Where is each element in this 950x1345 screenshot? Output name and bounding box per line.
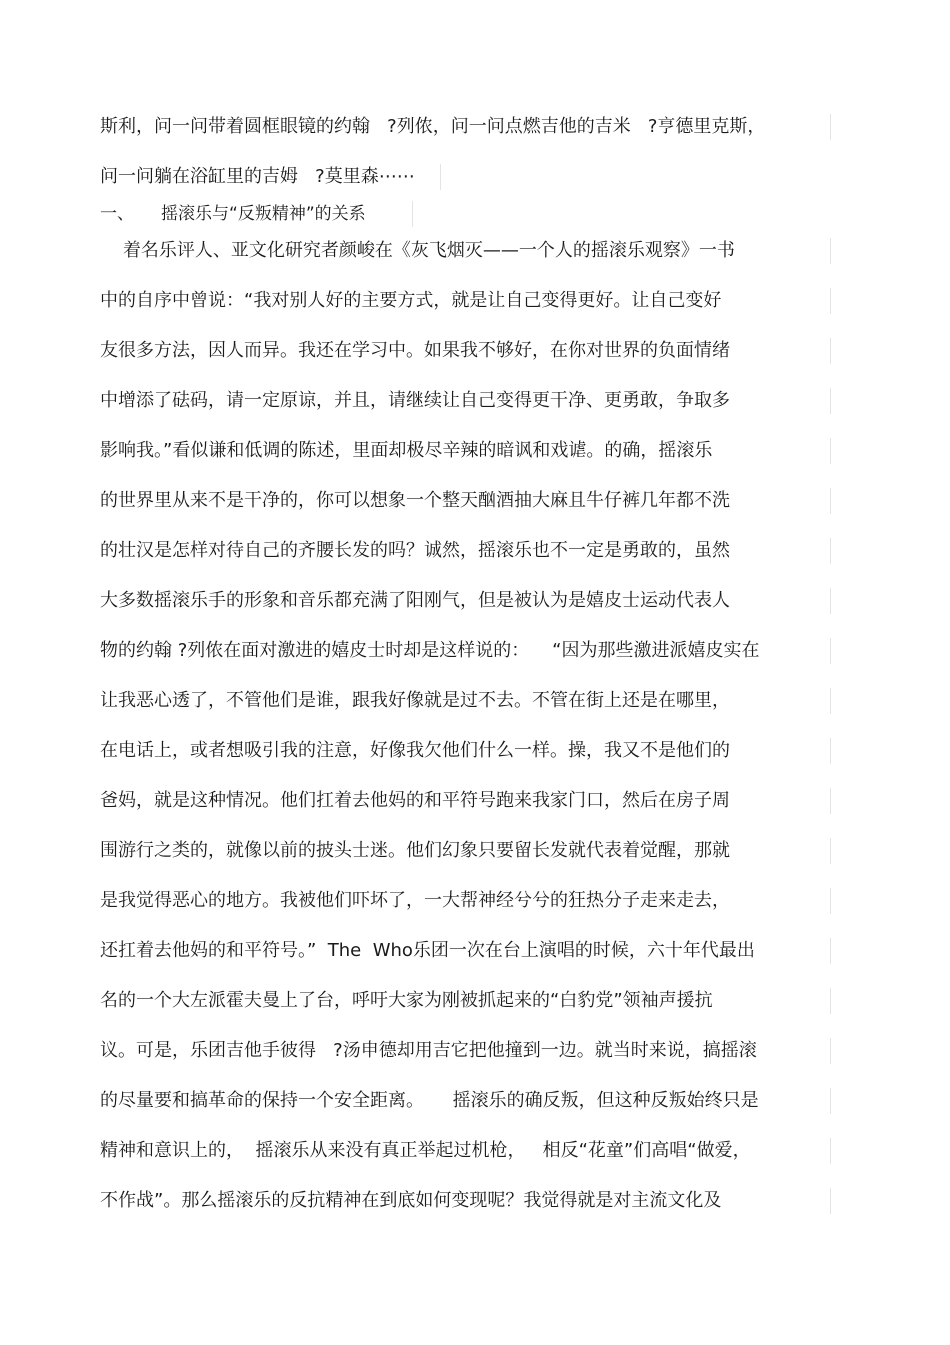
text-line: 围游行之类的，就像以前的披头士迷。他们幻象只要留长发就代表着觉醒，那就 [100,838,831,864]
text-line: 物的约翰 ?列侬在面对激进的嬉皮士时却是这样说的： “因为那些激进派嬉皮实在 [100,638,831,664]
text-line: 的尽量要和搞革命的保持一个安全距离。 摇滚乐的确反叛，但这种反叛始终只是 [100,1088,831,1114]
text-line: 的壮汉是怎样对待自己的齐腰长发的吗？诚然，摇滚乐也不一定是勇敢的，虽然 [100,538,831,564]
text-line: 爸妈，就是这种情况。他们扛着去他妈的和平符号跑来我家门口，然后在房子周 [100,788,831,814]
text-line: 的世界里从来不是干净的，你可以想象一个整天酗酒抽大麻且牛仔裤几年都不洗 [100,488,831,514]
text-line: 在电话上，或者想吸引我的注意，好像我欠他们什么一样。操，我又不是他们的 [100,738,831,764]
text-line: 是我觉得恶心的地方。我被他们吓坏了，一大帮神经兮兮的狂热分子走来走去， [100,888,831,914]
text-line: 议。可是，乐团吉他手彼得 ?汤申德却用吉它把他撞到一边。就当时来说，搞摇滚 [100,1038,831,1064]
text-line: 着名乐评人、亚文化研究者颜峻在《灰飞烟灭——一个人的摇滚乐观察》一书 [100,238,831,264]
text-line: 中的自序中曾说：“我对别人好的主要方式，就是让自己变得更好。让自己变好 [100,288,831,314]
text-line: 精神和意识上的， 摇滚乐从来没有真正举起过机枪， 相反“花童”们高唱“做爱， [100,1138,831,1164]
text-line: 名的一个大左派霍夫曼上了台，呼吁大家为刚被抓起来的“白豹党”领袖声援抗 [100,988,831,1014]
text-line: 问一问躺在浴缸里的吉姆 ?莫里森⋯⋯ [100,164,441,190]
text-line: 中增添了砝码，请一定原谅，并且，请继续让自己变得更干净、更勇敢，争取多 [100,388,831,414]
text-line: 影响我。”看似谦和低调的陈述，里面却极尽辛辣的暗讽和戏谑。的确，摇滚乐 [100,438,831,464]
text-line: 大多数摇滚乐手的形象和音乐都充满了阳刚气，但是被认为是嬉皮士运动代表人 [100,588,831,614]
text-line: 不作战”。那么摇滚乐的反抗精神在到底如何变现呢？我觉得就是对主流文化及 [100,1188,831,1214]
text-line: 友很多方法，因人而异。我还在学习中。如果我不够好，在你对世界的负面情绪 [100,338,831,364]
text-line: 还扛着去他妈的和平符号。” The Who乐团一次在台上演唱的时候，六十年代最出 [100,938,831,964]
text-line: 让我恶心透了，不管他们是谁，跟我好像就是过不去。不管在街上还是在哪里， [100,688,831,714]
text-line: 斯利，问一问带着圆框眼镜的约翰 ?列侬，问一问点燃吉他的吉米 ?亨德里克斯， [100,114,831,140]
section-heading: 一、 摇滚乐与“反叛精神”的关系 [100,201,413,227]
